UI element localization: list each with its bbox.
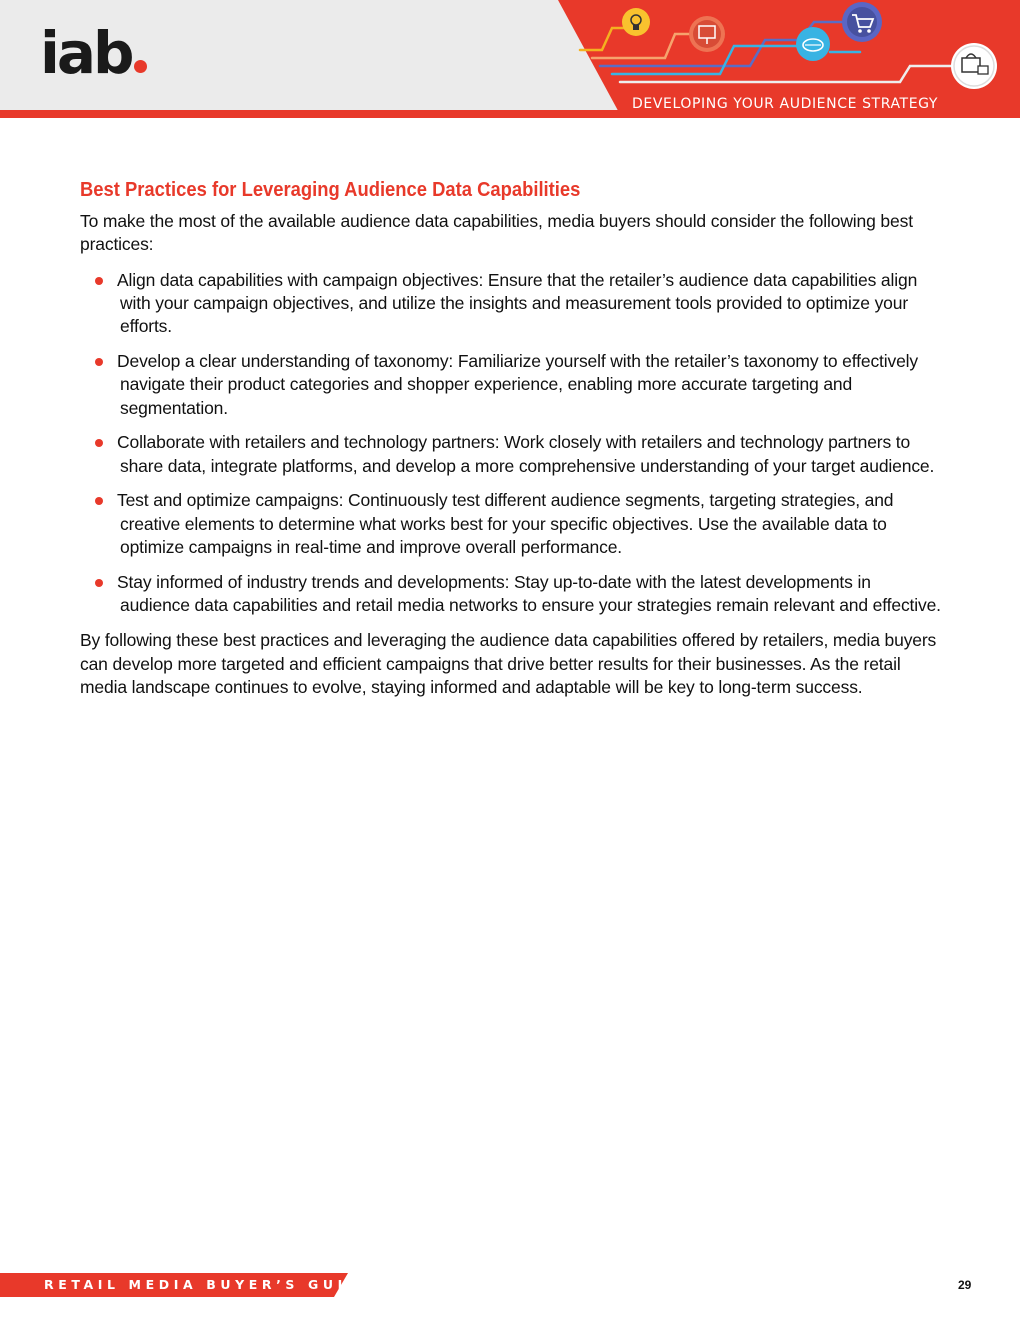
- shopping-bag-laptop-icon: [951, 43, 997, 89]
- list-item-text: Stay informed of industry trends and developments: Stay up-to-date with the latest developments in audience data capabilities and retail media networks to ensure your strategies remain relevant and effective.: [117, 571, 941, 616]
- list-item-text: Develop a clear understanding of taxonomy: Familiarize yourself with the retailer’s taxonomy to effectively navigate their product categories and shopper experience, enabling more accurate targeting and segmentation.: [117, 350, 919, 418]
- cloud-data-icon: [796, 27, 830, 61]
- list-item: [80, 269, 942, 339]
- page-header: [0, 0, 1020, 118]
- logo-wordmark: iab: [40, 19, 132, 87]
- presentation-board-icon: [689, 16, 725, 52]
- bullet-dot-icon: [95, 358, 103, 366]
- section-title: DEVELOPING YOUR AUDIENCE STRATEGY: [632, 96, 939, 112]
- list-item-text: Collaborate with retailers and technology partners: Work closely with retailers and technology partners to share data, integrate platforms, and develop a more comprehensive understanding of your target audience.: [117, 432, 935, 476]
- list-item: [80, 489, 942, 559]
- list-item-text: Align data capabilities with campaign objectives: Ensure that the retailer’s audience data capabilities align with your campaign objectives, and utilize the insights and measurement tools provided to optimize your efforts.: [117, 269, 918, 337]
- intro-paragraph: To make the most of the available audience data capabilities, media buyers should consider the following best practices:: [80, 211, 913, 255]
- lightbulb-icon: [622, 8, 650, 36]
- logo-dot: [134, 60, 147, 73]
- bullet-dot-icon: [95, 439, 103, 447]
- list-item: [80, 571, 942, 618]
- article-heading: Best Practices for Leveraging Audience Data Capabilities: [80, 179, 581, 201]
- conclusion-paragraph: By following these best practices and leveraging the audience data capabilities offered by retailers, media buyers can develop more targeted and efficient campaigns that drive better results for their businesses. As the retail media landscape continues to evolve, staying informed and adaptable will be key to long-term success.: [80, 630, 937, 698]
- bullet-dot-icon: [95, 277, 103, 285]
- bullet-dot-icon: [95, 497, 103, 505]
- page-number: 29: [958, 1278, 972, 1292]
- iab-logo: [40, 19, 147, 87]
- list-item: [80, 350, 942, 420]
- best-practices-list: [80, 269, 942, 618]
- bullet-dot-icon: [95, 579, 103, 587]
- list-item: [80, 431, 942, 478]
- article-body: [80, 176, 942, 699]
- shopping-cart-icon: [842, 2, 882, 42]
- footer-guide-title: RETAIL MEDIA BUYER’S GUIDE: [44, 1277, 375, 1292]
- list-item-text: Test and optimize campaigns: Continuously test different audience segments, targeting strategies, and creative elements to determine what works best for your specific objectives. Use the available data to optimize campaigns in real-time and improve overall performance.: [117, 490, 894, 558]
